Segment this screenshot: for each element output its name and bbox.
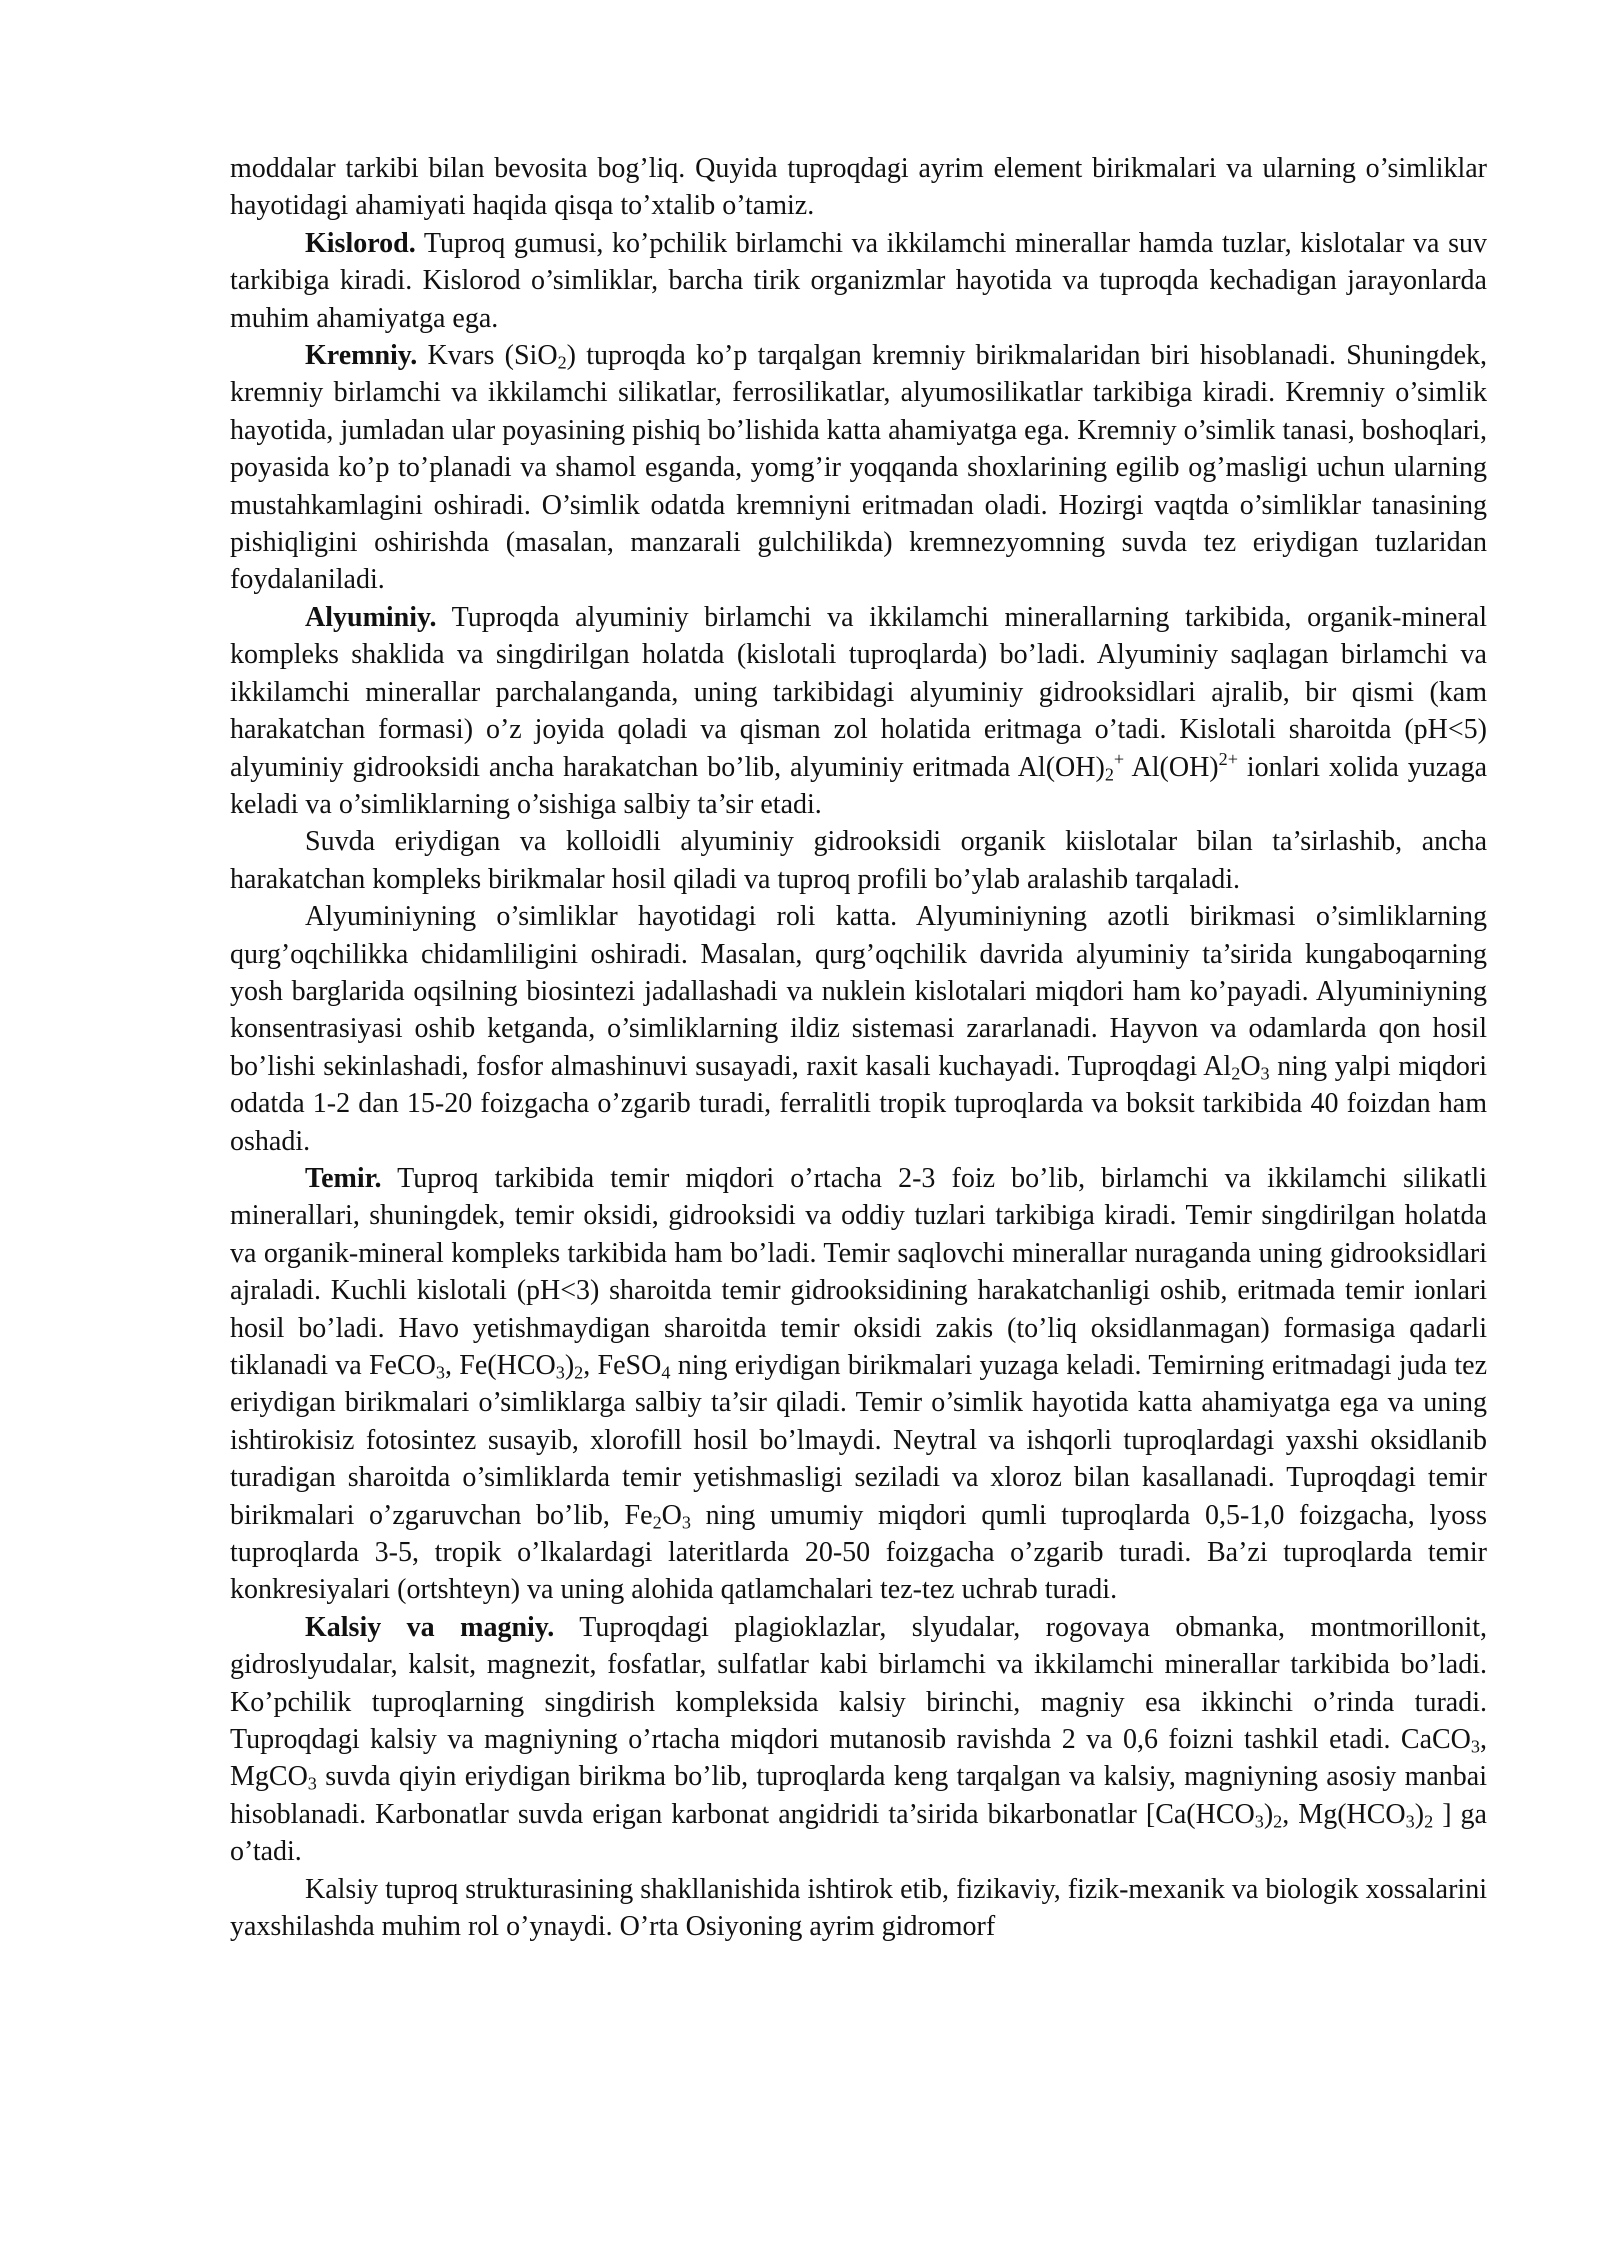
text-run: Kvars (SiO xyxy=(417,340,558,372)
subscript: 2 xyxy=(1231,1063,1241,1084)
text-run: , Fe(HCO xyxy=(444,1350,556,1381)
paragraph xyxy=(230,823,1487,898)
paragraph xyxy=(230,1609,1487,1871)
paragraph xyxy=(230,150,1487,225)
text-run: Tuproq gumusi, ko’pchilik birlamchi va ikkilamchi minerallar hamda tuzlar, kislotalar va suv tarkibiga kiradi. Kislorod o’simliklar, barcha tirik organizmlar hayotida va tuproqda kechadigan jarayonlarda muhim ahamiyatga ega. xyxy=(230,227,1487,334)
text-run: , FeSO xyxy=(583,1350,662,1381)
subscript: 2 xyxy=(1273,1811,1283,1832)
text-run: Alyuminiyning o’simliklar hayotidagi roli katta. Alyuminiyning azotli birikmasi o’simliklarning qurg’oqchilikka chidamliligini oshiradi. Masalan, qurg’oqchilik davrida alyuminiy ta’sirida kungaboqarning yosh barglarida oqsilning biosintezi jadallashadi va nuklein kislotalari miqdori ham ko’payadi. Alyuminiyning konsentrasiyasi oshib ketganda, o’simliklarning ildiz sistemasi zararlanadi. Hayvon va odamlarda qon hosil bo’lishi sekinlashadi, fosfor almashinuvi susayadi, raxit kasali kuchayadi. Tuproqdagi Al xyxy=(230,901,1487,1082)
text-run: ionlari xolida yuzaga keladi va o’simliklarning o’sishiga salbiy ta’sir etadi. xyxy=(230,751,1488,820)
section-heading: Kremniy. xyxy=(305,340,418,372)
document-page xyxy=(230,150,1487,1946)
text-run: ning yalpi miqdori odatda 1-2 dan 15-20 foizgacha o’zgarib turadi, ferralitli tropik tuproqlarda va boksit tarkibida 40 foizdan ham oshadi. xyxy=(230,1050,1487,1157)
subscript: 2 xyxy=(574,1362,584,1383)
subscript: 3 xyxy=(1405,1811,1415,1832)
section-heading: Kalsiy va magniy. xyxy=(305,1611,555,1643)
subscript: 3 xyxy=(1260,1063,1270,1084)
text-run: Tuproqda alyuminiy birlamchi va ikkilamchi minerallarning tarkibida, organik-mineral kompleks shaklida va singdirilgan holatda (kislotali tuproqlarda) bo’ladi. Alyuminiy saqlagan birlamchi va ikkilamchi minerallar parchalanganda, uning tarkibidagi alyuminiy gidrooksidlari ajralib, bir qismi (kam harakatchan formasi) o’z joyida qoladi va qisman zol holatida eritmaga o’tadi. Kislotali sharoitda (pH<5) alyuminiy gidrooksidi ancha harakatchan bo’lib, alyuminiy eritmada Al(OH) xyxy=(230,601,1487,783)
text-run: moddalar tarkibi bilan bevosita bog’liq. Quyida tuproqdagi ayrim element birikmalari va ularning o’simliklar hayotidagi ahamiyati haqida qisqa to’xtalib o’tamiz. xyxy=(230,153,1487,222)
section-heading: Kislorod. xyxy=(305,227,416,259)
paragraph xyxy=(230,225,1487,337)
paragraph xyxy=(230,898,1487,1160)
subscript: 3 xyxy=(681,1512,691,1533)
text-run: Tuproq tarkibida temir miqdori o’rtacha 2-3 foiz bo’lib, birlamchi va ikkilamchi silikatli minerallari, shuningdek, temir oksidi, gidrooksidi va oddiy tuzlari tarkibiga kiradi. Temir singdirilgan holatda va organik-mineral kompleks tarkibida ham bo’ladi. Temir saqlovchi minerallar nuraganda uning gidrooksidlari ajraladi. Kuchli kislotali (pH<3) sharoitda temir gidrooksidining harakatchanligi oshib, eritmada temir ionlari hosil bo’ladi. Havo yetishmaydigan sharoitda temir oksidi zakis (to’liq oksidlanmagan) formasiga qadarli tiklanadi va FeCO xyxy=(230,1162,1487,1381)
text-run: Suvda eriydigan va kolloidli alyuminiy gidrooksidi organik kiislotalar bilan ta’sirlashib, ancha harakatchan kompleks birikmalar hosil qiladi va tuproq profili bo’ylab aralashib tarqaladi. xyxy=(230,826,1487,895)
subscript: 2 xyxy=(652,1512,662,1533)
text-run: Al(OH) xyxy=(1124,751,1219,783)
subscript: 3 xyxy=(435,1362,445,1383)
subscript: 2 xyxy=(1424,1811,1434,1832)
text-run: ) xyxy=(1414,1798,1425,1830)
subscript: 3 xyxy=(555,1362,565,1383)
section-heading: Temir. xyxy=(305,1162,382,1194)
subscript: 3 xyxy=(1254,1811,1264,1832)
text-run: suvda qiyin eriydigan birikma bo’lib, tuproqlarda keng tarqalgan va kalsiy, magniyning asosiy manbai hisoblanadi. Karbonatlar suvda erigan karbonat angidridi ta’sirida bikarbonatlar [Ca(HCO xyxy=(230,1761,1487,1830)
subscript: 4 xyxy=(661,1362,671,1383)
paragraph xyxy=(230,599,1487,823)
section-heading: Alyuminiy. xyxy=(305,601,437,633)
text-run: , Mg(HCO xyxy=(1282,1798,1406,1830)
text-run: ning umumiy miqdori qumli tuproqlarda 0,5-1,0 foizgacha, lyoss tuproqlarda 3-5, tropik o’lkalardagi lateritlarda 20-50 foizgacha o’zgarib turadi. Ba’zi tuproqlarda temir konkresiyalari (ortshteyn) va uning alohida qatlamchalari tez-tez uchrab turadi. xyxy=(230,1499,1487,1606)
superscript: 2+ xyxy=(1218,748,1238,769)
paragraph xyxy=(230,1871,1487,1946)
text-run: , MgCO xyxy=(230,1724,1487,1793)
text-run: ning eriydigan birikmalari yuzaga keladi. Temirning eritmadagi juda tez eriydigan birikmalari o’simliklarga salbiy ta’sir qiladi. Temir o’simlik hayotida katta ahamiyatga ega va uning ishtirokisiz fotosintez susayib, xlorofill hosil bo’lmaydi. Neytral va ishqorli tuproqlardagi yaxshi oksidlanib turadigan sharoitda o’simliklarda temir yetishmasligi seziladi va xloroz bilan kasallanadi. Tuproqdagi temir birikmalari o’zgaruvchan bo’lib, Fe xyxy=(230,1350,1488,1531)
paragraph xyxy=(230,1160,1487,1609)
superscript: + xyxy=(1113,748,1125,769)
text-run: ) xyxy=(564,1350,575,1381)
text-run: ) xyxy=(1263,1798,1274,1830)
text-run: Kalsiy tuproq strukturasining shakllanishida ishtirok etib, fizikaviy, fizik-mexanik va biologik xossalarini yaxshilashda muhim rol o’ynaydi. O’rta Osiyoning ayrim gidromorf xyxy=(230,1873,1487,1943)
subscript: 3 xyxy=(307,1774,317,1795)
text-run: ) tuproqda ko’p tarqalgan kremniy birikmalaridan biri hisoblanadi. Shuningdek, kremniy birlamchi va ikkilamchi silikatlar, ferrosilikatlar, alyumosilikatlar tarkibiga kiradi. Kremniy o’simlik hayotida, jumladan ular poyasining pishiq bo’lishida katta ahamiyatga ega. Kremniy o’simlik tanasi, boshoqlari, poyasida ko’p to’planadi va shamol esganda, yomg’ir yoqqanda shoxlarining egilib og’masligi uchun ularning mustahkamlagini oshiradi. O’simlik odatda kremniyni eritmadan oladi. Hozirgi vaqtda o’simliklar tanasining pishiqligini oshirishda (masalan, manzarali gulchilikda) kremnezyomning suvda tez eriydigan tuzlaridan foydalaniladi. xyxy=(230,340,1487,596)
subscript: 2 xyxy=(1104,764,1114,785)
paragraph xyxy=(230,337,1487,599)
text-run: O xyxy=(1240,1050,1261,1082)
subscript: 3 xyxy=(1470,1736,1480,1757)
subscript: 2 xyxy=(557,352,567,373)
text-run: ] ga o’tadi. xyxy=(230,1798,1487,1868)
text-run: O xyxy=(661,1499,682,1531)
text-run: Tuproqdagi plagioklazlar, slyudalar, rogovaya obmanka, montmorillonit, gidroslyudalar, kalsit, magnezit, fosfatlar, sulfatlar kabi birlamchi va ikkilamchi minerallar tarkibida bo’ladi. Ko’pchilik tuproqlarning singdirish kompleksida kalsiy birinchi, magniy esa ikkinchi o’rinda turadi. Tuproqdagi kalsiy va magniyning o’rtacha miqdori mutanosib ravishda 2 va 0,6 foizni tashkil etadi. CaCO xyxy=(230,1611,1487,1756)
